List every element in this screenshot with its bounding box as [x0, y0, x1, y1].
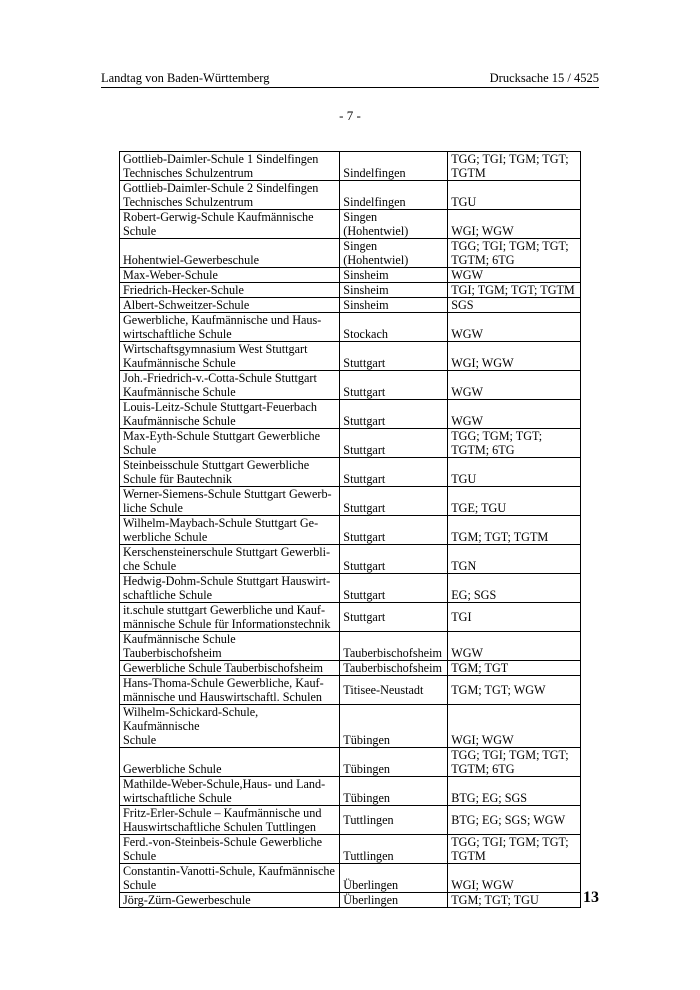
table-row [120, 210, 581, 239]
table-row [120, 298, 581, 313]
school-cell: Ferd.-von-Steinbeis-Schule Gewerbliche Schule [120, 835, 340, 864]
city-cell: Überlingen [340, 893, 448, 908]
city-cell: Stuttgart [340, 342, 448, 371]
school-cell: Hedwig-Dohm-Schule Stuttgart Hauswirt- schaftliche Schule [120, 574, 340, 603]
table-row [120, 705, 581, 748]
school-cell: Jörg-Zürn-Gewerbeschule [120, 893, 340, 908]
school-table [119, 151, 581, 908]
school-cell: Wilhelm-Schickard-Schule, Kaufmännische Schule [120, 705, 340, 748]
codes-cell: TGG; TGM; TGT; TGTM; 6TG [448, 429, 581, 458]
codes-cell: WGW [448, 400, 581, 429]
school-cell: Gewerbliche, Kaufmännische und Haus- wirtschaftliche Schule [120, 313, 340, 342]
city-cell: Stuttgart [340, 516, 448, 545]
codes-cell: TGU [448, 458, 581, 487]
city-cell: Stuttgart [340, 400, 448, 429]
city-cell: Tauberbischofsheim [340, 632, 448, 661]
table-row [120, 429, 581, 458]
codes-cell: TGM; TGT; TGU [448, 893, 581, 908]
table-row [120, 516, 581, 545]
city-cell: Stuttgart [340, 545, 448, 574]
city-cell: Singen (Hohentwiel) [340, 239, 448, 268]
table-row [120, 400, 581, 429]
city-cell: Stockach [340, 313, 448, 342]
city-cell: Stuttgart [340, 603, 448, 632]
codes-cell: WGW [448, 268, 581, 283]
codes-cell: TGM; TGT [448, 661, 581, 676]
table-row [120, 603, 581, 632]
table-row [120, 487, 581, 516]
school-cell: Gewerbliche Schule [120, 748, 340, 777]
city-cell: Stuttgart [340, 429, 448, 458]
city-cell: Tauberbischofsheim [340, 661, 448, 676]
table-row [120, 152, 581, 181]
header-right-text: Drucksache 15 / 4525 [489, 71, 599, 85]
city-cell: Stuttgart [340, 371, 448, 400]
codes-cell: EG; SGS [448, 574, 581, 603]
page-label: - 7 - [339, 108, 361, 123]
table-row [120, 777, 581, 806]
school-cell: Gottlieb-Daimler-Schule 1 Sindelfingen Technisches Schulzentrum [120, 152, 340, 181]
school-cell: Max-Eyth-Schule Stuttgart Gewerbliche Schule [120, 429, 340, 458]
school-cell: Robert-Gerwig-Schule Kaufmännische Schule [120, 210, 340, 239]
city-cell: Sinsheim [340, 298, 448, 313]
table-row [120, 181, 581, 210]
page-header [101, 71, 599, 88]
codes-cell: WGI; WGW [448, 210, 581, 239]
codes-cell: TGU [448, 181, 581, 210]
city-cell: Sinsheim [340, 283, 448, 298]
city-cell: Überlingen [340, 864, 448, 893]
school-cell: Hohentwiel-Gewerbeschule [120, 239, 340, 268]
table-row [120, 835, 581, 864]
codes-cell: TGG; TGI; TGM; TGT; TGTM [448, 835, 581, 864]
school-cell: Louis-Leitz-Schule Stuttgart-Feuerbach Kaufmännische Schule [120, 400, 340, 429]
school-cell: Kerschensteinerschule Stuttgart Gewerbli- che Schule [120, 545, 340, 574]
table-row [120, 661, 581, 676]
table-row [120, 239, 581, 268]
table-row [120, 806, 581, 835]
school-cell: Gewerbliche Schule Tauberbischofsheim [120, 661, 340, 676]
school-cell: Kaufmännische Schule Tauberbischofsheim [120, 632, 340, 661]
table-row [120, 748, 581, 777]
school-cell: Max-Weber-Schule [120, 268, 340, 283]
table-row [120, 545, 581, 574]
school-cell: Steinbeisschule Stuttgart Gewerbliche Schule für Bautechnik [120, 458, 340, 487]
school-cell: Fritz-Erler-Schule – Kaufmännische und Hauswirtschaftliche Schulen Tuttlingen [120, 806, 340, 835]
codes-cell: TGG; TGI; TGM; TGT; TGTM [448, 152, 581, 181]
city-cell: Tuttlingen [340, 806, 448, 835]
codes-cell: WGW [448, 632, 581, 661]
city-cell: Tuttlingen [340, 835, 448, 864]
page-number: 13 [583, 889, 599, 906]
school-cell: Joh.-Friedrich-v.-Cotta-Schule Stuttgart Kaufmännische Schule [120, 371, 340, 400]
codes-cell: TGG; TGI; TGM; TGT; TGTM; 6TG [448, 239, 581, 268]
table-row [120, 458, 581, 487]
codes-cell: BTG; EG; SGS; WGW [448, 806, 581, 835]
table-row [120, 342, 581, 371]
city-cell: Titisee-Neustadt [340, 676, 448, 705]
table-row [120, 371, 581, 400]
table-row [120, 676, 581, 705]
city-cell: Stuttgart [340, 487, 448, 516]
codes-cell: TGI [448, 603, 581, 632]
table-row [120, 864, 581, 893]
school-cell: Wirtschaftsgymnasium West Stuttgart Kaufmännische Schule [120, 342, 340, 371]
school-cell: Werner-Siemens-Schule Stuttgart Gewerb- liche Schule [120, 487, 340, 516]
codes-cell: TGI; TGM; TGT; TGTM [448, 283, 581, 298]
header-left-text: Landtag von Baden-Württemberg [101, 71, 270, 85]
school-cell: Wilhelm-Maybach-Schule Stuttgart Ge- werbliche Schule [120, 516, 340, 545]
codes-cell: SGS [448, 298, 581, 313]
school-cell: Friedrich-Hecker-Schule [120, 283, 340, 298]
table-row [120, 283, 581, 298]
codes-cell: WGI; WGW [448, 864, 581, 893]
codes-cell: WGI; WGW [448, 705, 581, 748]
codes-cell: TGE; TGU [448, 487, 581, 516]
school-cell: Albert-Schweitzer-Schule [120, 298, 340, 313]
school-cell: Gottlieb-Daimler-Schule 2 Sindelfingen Technisches Schulzentrum [120, 181, 340, 210]
table-row [120, 893, 581, 908]
codes-cell: WGI; WGW [448, 342, 581, 371]
school-table-body [120, 152, 581, 908]
city-cell: Tübingen [340, 748, 448, 777]
codes-cell: TGN [448, 545, 581, 574]
school-cell: Hans-Thoma-Schule Gewerbliche, Kauf- männische und Hauswirtschaftl. Schulen [120, 676, 340, 705]
school-cell: it.schule stuttgart Gewerbliche und Kauf- männische Schule für Informationstechnik [120, 603, 340, 632]
city-cell: Stuttgart [340, 458, 448, 487]
city-cell: Singen (Hohentwiel) [340, 210, 448, 239]
city-cell: Tübingen [340, 705, 448, 748]
table-row [120, 574, 581, 603]
school-cell: Mathilde-Weber-Schule,Haus- und Land- wirtschaftliche Schule [120, 777, 340, 806]
city-cell: Sinsheim [340, 268, 448, 283]
table-row [120, 268, 581, 283]
school-cell: Constantin-Vanotti-Schule, Kaufmännische Schule [120, 864, 340, 893]
city-cell: Sindelfingen [340, 181, 448, 210]
city-cell: Stuttgart [340, 574, 448, 603]
codes-cell: TGG; TGI; TGM; TGT; TGTM; 6TG [448, 748, 581, 777]
codes-cell: TGM; TGT; TGTM [448, 516, 581, 545]
city-cell: Tübingen [340, 777, 448, 806]
table-row [120, 313, 581, 342]
codes-cell: WGW [448, 313, 581, 342]
codes-cell: BTG; EG; SGS [448, 777, 581, 806]
table-row [120, 632, 581, 661]
codes-cell: TGM; TGT; WGW [448, 676, 581, 705]
codes-cell: WGW [448, 371, 581, 400]
city-cell: Sindelfingen [340, 152, 448, 181]
